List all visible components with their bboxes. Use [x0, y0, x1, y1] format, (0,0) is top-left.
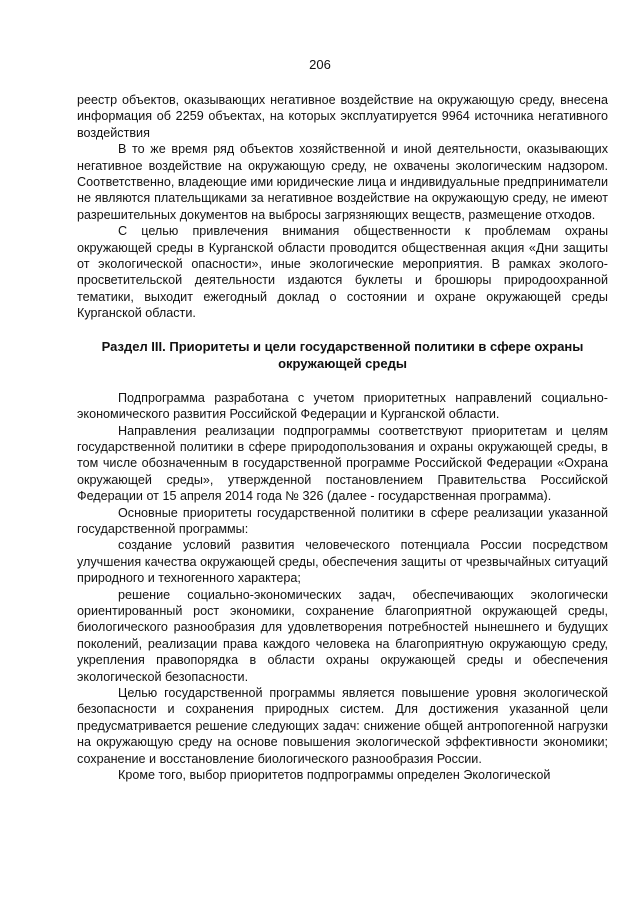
paragraph-main-priorities: Основные приоритеты государственной политики в сфере реализации указанной государственной программы: — [77, 505, 608, 536]
paragraph-priority-socioeconomic: решение социально-экономических задач, обеспечивающих экологически ориентированный рост экономики, сохранение благоприятной окружающей среды, биологического разнообразия для удовлетворения потребностей нынешнего и будущих поколений, реализации права каждого человека на благоприятную окружающую среду, укрепления правопорядка в области охраны окружающей среды и обеспечения экологической безопасности. — [77, 587, 608, 684]
paragraph-program-goal: Целью государственной программы является повышение уровня экологической безопасности и сохранения природных систем. Для достижения указанной цели предусматривается решение следующих задач: снижение общей антропогенной нагрузки на окружающую среду на основе повышения экологической эффективности экономики; сохранение и восстановление биологического разнообразия России. — [77, 686, 608, 766]
document-body — [77, 92, 608, 783]
paragraph-priority-human-potential: создание условий развития человеческого потенциала России посредством улучшения качества окружающей среды, обеспечения защиты от чрезвычайных ситуаций природного и техногенного характера; — [77, 538, 608, 586]
paragraph-implementation-directions: Направления реализации подпрограммы соответствуют приоритетам и целям государственной политики в сфере природопользования и охраны окружающей среды, в том числе обозначенным в государственной программе Российской Федерации «Охрана окружающей среды», утвержденной постановлением Правительства Российской Федерации от 15 апреля 2014 года № 326 (далее - государственная программа). — [77, 423, 608, 504]
paragraph-registry-continuation: реестр объектов, оказывающих негативное воздействие на окружающую среду, внесена информация об 2259 объектах, на которых эксплуатируется 9964 источника негативного воздействия — [77, 93, 608, 140]
paragraph-public-awareness: С целью привлечения внимания общественности к проблемам охраны окружающей среды в Курганской области проводится общественная акция «Дни защиты от экологической опасности», иные экологические мероприятия. В рамках эколого-просветительской деятельности издаются буклеты и брошюры природоохранной тематики, выходит ежегодный доклад о состоянии и охране окружающей среды Курганской области. — [77, 224, 608, 321]
paragraph-priority-selection: Кроме того, выбор приоритетов подпрограммы определен Экологической — [118, 768, 551, 783]
paragraph-unsupervised-objects: В то же время ряд объектов хозяйственной и иной деятельности, оказывающих негативное воздействие на окружающую среду, не охвачены экологическим надзором. Соответственно, владеющие ими юридические лица и индивидуальные предприниматели не являются плательщиками за негативное воздействие на окружающую среду, не имеют разрешительных документов на выбросы загрязняющих веществ, размещение отходов. — [77, 142, 608, 222]
section-heading: Раздел III. Приоритеты и цели государственной политики в сфере охраны окружающей среды — [101, 338, 584, 371]
page-number: 206 — [309, 57, 331, 72]
paragraph-subprogram-basis: Подпрограмма разработана с учетом приоритетных направлений социально-экономического развития Российской Федерации и Курганской области. — [77, 390, 608, 422]
